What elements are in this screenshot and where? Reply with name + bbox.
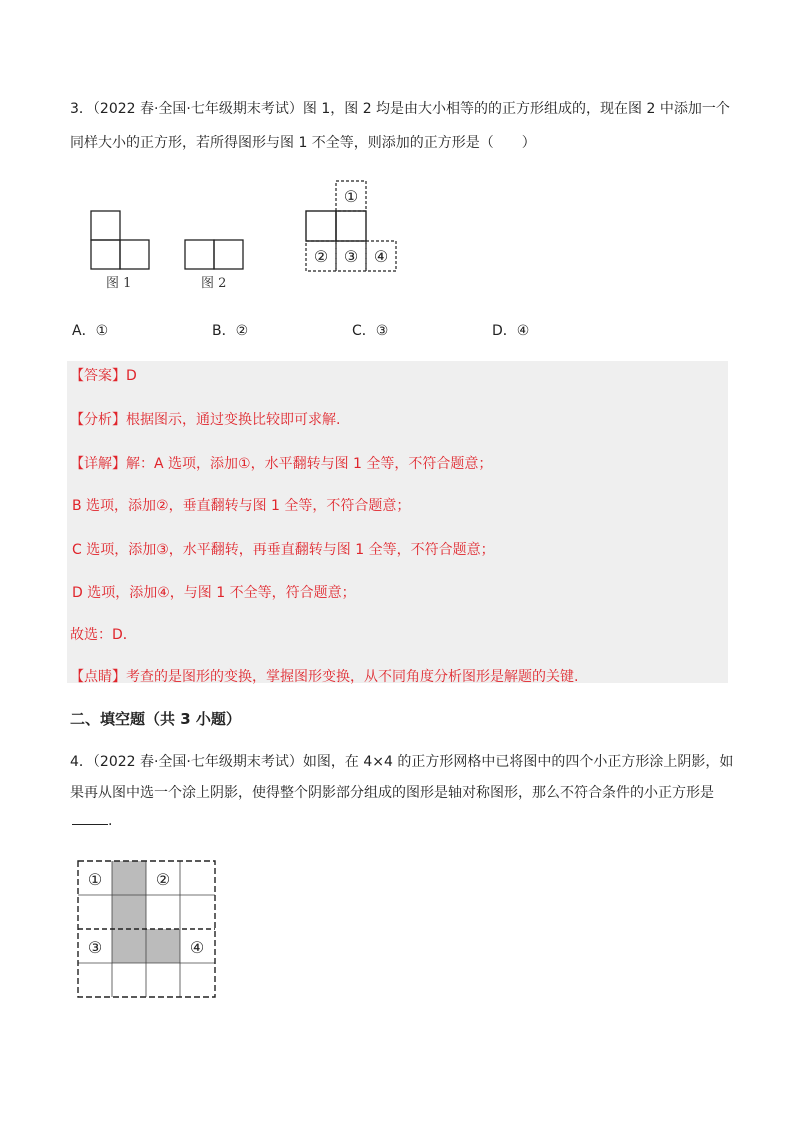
comment-line: 【点睛】考查的是图形的变换，掌握图形变换，从不同角度分析图形是解题的关键. (70, 669, 579, 685)
fig3-mark-1: ① (343, 187, 359, 206)
option-c: C．③ (352, 323, 389, 339)
shaded-cell-4 (146, 929, 180, 963)
figure-2-label: 图 2 (201, 276, 227, 291)
fig1-square-bottom-left (91, 240, 120, 269)
section-heading: 二、填空题（共 3 小题） (70, 710, 241, 728)
q4-text-line3 (72, 810, 112, 829)
q4-text-line2: 果再从图中选一个涂上阴影，使得整个阴影部分组成的图形是轴对称图形，那么不符合条件的小正方形是 (70, 785, 714, 801)
figure-1-label: 图 1 (106, 276, 132, 291)
grid-mark-3: ③ (87, 938, 103, 957)
detail-line-1: 【详解】解：A 选项，添加①，水平翻转与图 1 全等，不符合题意； (70, 456, 493, 472)
q3-text-line1: 3．（2022 春·全国·七年级期末考试）图 1，图 2 均是由大小相等的的正方形组成的，现在图 2 中添加一个 (70, 101, 730, 117)
grid-mark-1: ① (87, 870, 103, 889)
shaded-cell-1 (112, 861, 146, 895)
q3-text-line2: 同样大小的正方形，若所得图形与图 1 不全等，则添加的正方形是（ ） (70, 135, 536, 151)
fig3-square-right (336, 211, 366, 241)
q4-period: . (108, 813, 113, 829)
fig3-mark-4: ④ (373, 247, 389, 266)
fig2-square-left (185, 240, 214, 269)
grid-4x4 (76, 858, 218, 1000)
answer-line: 【答案】D (70, 368, 137, 384)
option-a: A．① (72, 323, 109, 339)
choose-line: 故选：D． (70, 627, 137, 643)
fig3-mark-3: ③ (343, 247, 359, 266)
figure-1 (88, 208, 152, 274)
detail-line-4: D 选项，添加④，与图 1 不全等，符合题意； (72, 585, 356, 601)
figure-3-options (303, 178, 401, 274)
figure-2 (182, 237, 246, 274)
fig3-mark-2: ② (313, 247, 329, 266)
detail-line-2: B 选项，添加②，垂直翻转与图 1 全等，不符合题意； (72, 498, 411, 514)
fig1-square-top (91, 211, 120, 240)
detail-line-3: C 选项，添加③，水平翻转，再垂直翻转与图 1 全等，不符合题意； (72, 542, 495, 558)
option-b: B．② (212, 323, 249, 339)
shaded-cell-2 (112, 895, 146, 929)
analysis-line: 【分析】根据图示，通过变换比较即可求解. (70, 412, 341, 428)
option-d: D．④ (492, 323, 530, 339)
grid-mark-2: ② (155, 870, 171, 889)
fig3-square-left (306, 211, 336, 241)
fig2-square-right (214, 240, 243, 269)
grid-mark-4: ④ (189, 938, 205, 957)
shaded-cell-3 (112, 929, 146, 963)
fig1-square-bottom-right (120, 240, 149, 269)
answer-blank[interactable] (72, 810, 108, 825)
q4-text-line1: 4．（2022 春·全国·七年级期末考试）如图，在 4×4 的正方形网格中已将图中的四个小正方形涂上阴影，如 (70, 754, 734, 770)
